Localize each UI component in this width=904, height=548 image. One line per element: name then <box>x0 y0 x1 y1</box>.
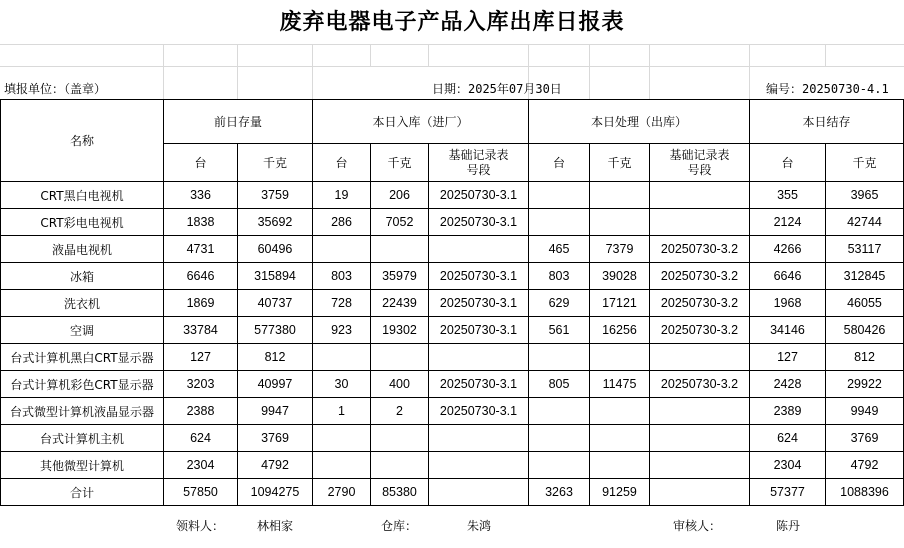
table-row <box>1 290 904 317</box>
receiver-name: 林相家 <box>257 519 294 533</box>
cell-name: 台式微型计算机液晶显示器 <box>1 398 164 425</box>
cell-in-kg <box>371 344 429 371</box>
cell-out-kg: 16256 <box>590 317 650 344</box>
cell-balance-count: 6646 <box>750 263 826 290</box>
cell-balance-kg: 812 <box>826 344 904 371</box>
cell-balance-count: 2304 <box>750 452 826 479</box>
table-row <box>1 209 904 236</box>
cell-in-count <box>313 236 371 263</box>
cell-in-count: 30 <box>313 371 371 398</box>
cell-in-record <box>429 236 529 263</box>
cell-out-kg: 11475 <box>590 371 650 398</box>
cell-out-count: 465 <box>529 236 590 263</box>
cell-out-kg <box>590 452 650 479</box>
cell-balance-kg: 580426 <box>826 317 904 344</box>
cell-name: 洗衣机 <box>1 290 164 317</box>
cell-name: 液晶电视机 <box>1 236 164 263</box>
cell-out-count <box>529 344 590 371</box>
header-record-no-line2: 号段 <box>687 162 712 177</box>
cell-in-kg: 22439 <box>371 290 429 317</box>
cell-name: CRT黑白电视机 <box>1 182 164 209</box>
cell-out-count <box>529 209 590 236</box>
cell-in-record: 20250730-3.1 <box>429 209 529 236</box>
header-unit-kg: 千克 <box>826 144 904 182</box>
cell-out-count: 805 <box>529 371 590 398</box>
cell-out-count: 803 <box>529 263 590 290</box>
header-record-no-line2: 号段 <box>466 162 491 177</box>
cell-in-count: 923 <box>313 317 371 344</box>
cell-balance-count: 2124 <box>750 209 826 236</box>
header-today-in: 本日入库（进厂） <box>313 100 529 144</box>
header-unit-kg: 千克 <box>371 144 429 182</box>
cell-prev-count: 2388 <box>164 398 238 425</box>
cell-prev-kg: 4792 <box>238 452 313 479</box>
cell-balance-kg: 4792 <box>826 452 904 479</box>
cell-prev-kg: 40997 <box>238 371 313 398</box>
cell-out-record <box>650 479 750 506</box>
cell-in-record <box>429 344 529 371</box>
cell-out-kg: 7379 <box>590 236 650 263</box>
cell-out-record <box>650 452 750 479</box>
cell-in-count <box>313 452 371 479</box>
cell-prev-kg: 9947 <box>238 398 313 425</box>
cell-out-record: 20250730-3.2 <box>650 263 750 290</box>
cell-prev-kg: 315894 <box>238 263 313 290</box>
header-today-out: 本日处理（出库） <box>529 100 750 144</box>
cell-prev-count: 1838 <box>164 209 238 236</box>
cell-prev-count: 336 <box>164 182 238 209</box>
report-table <box>0 99 904 506</box>
cell-out-kg <box>590 398 650 425</box>
reviewer-label: 审核人： <box>673 519 722 533</box>
cell-balance-count: 624 <box>750 425 826 452</box>
cell-in-record <box>429 452 529 479</box>
cell-prev-kg: 812 <box>238 344 313 371</box>
signature-footer <box>0 503 904 548</box>
cell-out-record <box>650 344 750 371</box>
table-row <box>1 236 904 263</box>
cell-prev-count: 3203 <box>164 371 238 398</box>
cell-balance-kg: 53117 <box>826 236 904 263</box>
cell-in-kg: 7052 <box>371 209 429 236</box>
cell-out-count <box>529 452 590 479</box>
cell-balance-kg: 46055 <box>826 290 904 317</box>
cell-balance-count: 1968 <box>750 290 826 317</box>
cell-name: CRT彩电电视机 <box>1 209 164 236</box>
cell-out-record: 20250730-3.2 <box>650 371 750 398</box>
cell-out-record: 20250730-3.2 <box>650 236 750 263</box>
cell-balance-count: 2389 <box>750 398 826 425</box>
cell-in-kg <box>371 452 429 479</box>
cell-out-record: 20250730-3.2 <box>650 317 750 344</box>
cell-name: 台式计算机彩色CRT显示器 <box>1 371 164 398</box>
warehouse-label: 仓库： <box>381 519 418 533</box>
table-row <box>1 371 904 398</box>
header-record-no-line1: 基础记录表 <box>448 147 509 162</box>
table-row <box>1 452 904 479</box>
cell-name: 台式计算机主机 <box>1 425 164 452</box>
reviewer-name: 陈丹 <box>776 519 801 533</box>
cell-out-record <box>650 182 750 209</box>
header-record-no <box>650 144 750 182</box>
cell-balance-kg: 29922 <box>826 371 904 398</box>
cell-balance-kg: 42744 <box>826 209 904 236</box>
cell-prev-kg: 60496 <box>238 236 313 263</box>
cell-balance-count: 355 <box>750 182 826 209</box>
cell-out-count: 561 <box>529 317 590 344</box>
cell-in-count: 19 <box>313 182 371 209</box>
cell-out-count <box>529 425 590 452</box>
cell-prev-count: 127 <box>164 344 238 371</box>
cell-name: 其他微型计算机 <box>1 452 164 479</box>
warehouse-name: 朱鸿 <box>467 519 492 533</box>
cell-in-count: 286 <box>313 209 371 236</box>
header-prev-stock: 前日存量 <box>164 100 313 144</box>
cell-balance-count: 2428 <box>750 371 826 398</box>
cell-balance-count: 4266 <box>750 236 826 263</box>
cell-prev-count: 6646 <box>164 263 238 290</box>
cell-name: 空调 <box>1 317 164 344</box>
header-unit-kg: 千克 <box>590 144 650 182</box>
cell-in-count: 2790 <box>313 479 371 506</box>
cell-in-kg: 35979 <box>371 263 429 290</box>
cell-in-kg <box>371 236 429 263</box>
cell-out-kg <box>590 209 650 236</box>
cell-out-count <box>529 182 590 209</box>
cell-in-kg: 206 <box>371 182 429 209</box>
filing-unit-label: 填报单位：（盖章） <box>4 82 107 96</box>
cell-prev-count: 2304 <box>164 452 238 479</box>
table-row <box>1 182 904 209</box>
cell-in-count: 728 <box>313 290 371 317</box>
cell-out-count: 629 <box>529 290 590 317</box>
cell-name: 合计 <box>1 479 164 506</box>
cell-prev-count: 57850 <box>164 479 238 506</box>
report-date: 日期：2025年07月30日 <box>432 82 562 96</box>
cell-in-count: 1 <box>313 398 371 425</box>
cell-prev-kg: 35692 <box>238 209 313 236</box>
table-row <box>1 317 904 344</box>
cell-out-kg: 17121 <box>590 290 650 317</box>
cell-in-count <box>313 344 371 371</box>
cell-out-count <box>529 398 590 425</box>
cell-balance-count: 57377 <box>750 479 826 506</box>
cell-prev-count: 624 <box>164 425 238 452</box>
cell-out-kg <box>590 182 650 209</box>
cell-prev-kg: 577380 <box>238 317 313 344</box>
cell-prev-kg: 1094275 <box>238 479 313 506</box>
header-unit-count: 台 <box>164 144 238 182</box>
cell-out-record: 20250730-3.2 <box>650 290 750 317</box>
header-today-balance: 本日结存 <box>750 100 904 144</box>
cell-balance-kg: 1088396 <box>826 479 904 506</box>
cell-out-kg: 91259 <box>590 479 650 506</box>
receiver-label: 领料人： <box>176 519 225 533</box>
cell-balance-count: 34146 <box>750 317 826 344</box>
header-unit-count: 台 <box>750 144 826 182</box>
cell-balance-count: 127 <box>750 344 826 371</box>
cell-out-record <box>650 425 750 452</box>
cell-out-kg: 39028 <box>590 263 650 290</box>
cell-in-kg: 85380 <box>371 479 429 506</box>
report-title: 废弃电器电子产品入库出库日报表 <box>279 9 625 35</box>
cell-in-record: 20250730-3.1 <box>429 317 529 344</box>
header-name: 名称 <box>1 100 164 182</box>
cell-prev-count: 1869 <box>164 290 238 317</box>
serial-number: 编号：20250730-4.1 <box>766 82 889 96</box>
cell-name: 冰箱 <box>1 263 164 290</box>
header-record-no <box>429 144 529 182</box>
cell-in-count <box>313 425 371 452</box>
header-unit-count: 台 <box>313 144 371 182</box>
cell-in-record: 20250730-3.1 <box>429 290 529 317</box>
cell-prev-kg: 40737 <box>238 290 313 317</box>
cell-in-record <box>429 479 529 506</box>
header-unit-kg: 千克 <box>238 144 313 182</box>
header-record-no-line1: 基础记录表 <box>669 147 730 162</box>
cell-name: 台式计算机黑白CRT显示器 <box>1 344 164 371</box>
cell-in-kg: 2 <box>371 398 429 425</box>
cell-out-record <box>650 209 750 236</box>
cell-prev-count: 4731 <box>164 236 238 263</box>
cell-in-record: 20250730-3.1 <box>429 398 529 425</box>
cell-in-kg: 19302 <box>371 317 429 344</box>
cell-prev-kg: 3769 <box>238 425 313 452</box>
cell-in-kg: 400 <box>371 371 429 398</box>
table-row <box>1 425 904 452</box>
cell-in-count: 803 <box>313 263 371 290</box>
cell-in-record: 20250730-3.1 <box>429 263 529 290</box>
cell-out-record <box>650 398 750 425</box>
cell-prev-count: 33784 <box>164 317 238 344</box>
cell-in-record: 20250730-3.1 <box>429 182 529 209</box>
cell-in-kg <box>371 425 429 452</box>
cell-out-count: 3263 <box>529 479 590 506</box>
total-row <box>1 479 904 506</box>
table-row <box>1 398 904 425</box>
header-unit-count: 台 <box>529 144 590 182</box>
cell-in-record <box>429 425 529 452</box>
cell-out-kg <box>590 425 650 452</box>
cell-balance-kg: 3769 <box>826 425 904 452</box>
cell-in-record: 20250730-3.1 <box>429 371 529 398</box>
cell-balance-kg: 9949 <box>826 398 904 425</box>
table-row <box>1 344 904 371</box>
cell-balance-kg: 3965 <box>826 182 904 209</box>
cell-prev-kg: 3759 <box>238 182 313 209</box>
cell-out-kg <box>590 344 650 371</box>
cell-balance-kg: 312845 <box>826 263 904 290</box>
table-row <box>1 263 904 290</box>
